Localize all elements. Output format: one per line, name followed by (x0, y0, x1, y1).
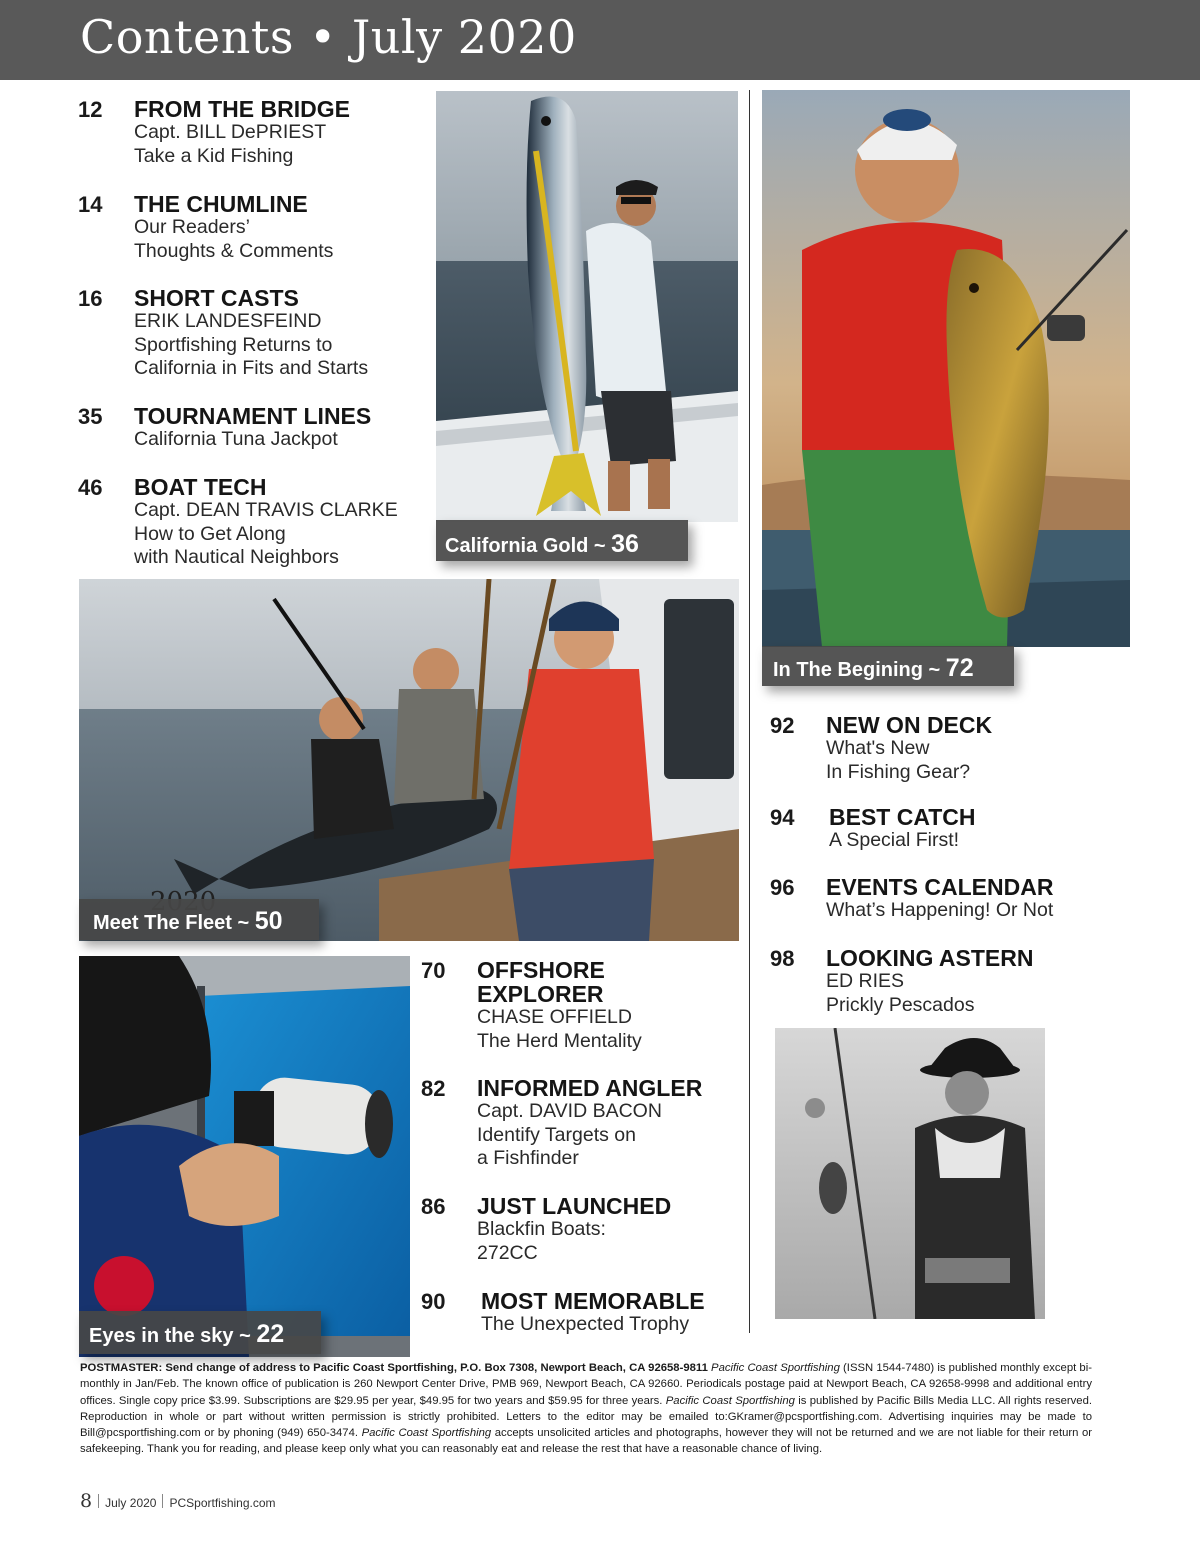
toc-section-title: OFFSHORE (477, 957, 605, 983)
toc-section-title: INFORMED ANGLER (477, 1075, 703, 1101)
toc-section-title: SHORT CASTS (134, 285, 299, 311)
toc-page-number: 35 (78, 404, 103, 429)
page-title: Contents • July 2020 (80, 10, 577, 64)
toc-line: In Fishing Gear? (826, 760, 971, 783)
toc-section-title: FROM THE BRIDGE (134, 96, 350, 122)
toc-page-number: 70 (421, 958, 446, 983)
toc-page-number: 12 (78, 97, 103, 122)
vintage-angler-photo-image (775, 1028, 1045, 1319)
toc-line: Blackfin Boats: (477, 1218, 606, 1240)
toc-line: Capt. DAVID BACON (477, 1100, 662, 1122)
photographer-photo-image (79, 956, 410, 1357)
toc-line: Sportfishing Returns to (134, 333, 333, 356)
toc-page-number: 94 (770, 805, 795, 830)
footer-separator (162, 1494, 163, 1508)
toc-page-number: 98 (770, 946, 795, 971)
caption-title: Eyes in the sky ~ (89, 1325, 257, 1347)
caption-title: Meet The Fleet ~ (93, 912, 255, 934)
column-divider (749, 90, 750, 1333)
caption-title: California Gold ~ (445, 535, 612, 557)
toc-line: Prickly Pescados (826, 993, 975, 1016)
postmaster-lead: POSTMASTER: Send change of address to Pacific Coast Sportfishing, P.O. Box 7308, Newport Beach, CA 92658-9811 (80, 1362, 708, 1374)
toc-line: with Nautical Neighbors (134, 546, 339, 568)
publication-name: Pacific Coast Sportfishing (361, 1427, 492, 1440)
toc-section-title: MOST MEMORABLE (481, 1288, 705, 1314)
toc-line: Identify Targets on (477, 1123, 636, 1146)
toc-line: California Tuna Jackpot (134, 428, 338, 450)
footer-issue: July 2020 (105, 1496, 157, 1510)
photo-in-the-begining[interactable] (762, 90, 1130, 647)
toc-line: CHASE OFFIELD (477, 1006, 632, 1028)
caption-page: 72 (945, 654, 974, 682)
toc-line: How to Get Along (134, 522, 286, 545)
toc-section-title: EVENTS CALENDAR (826, 874, 1054, 900)
photo-eyes-in-the-sky[interactable] (79, 956, 410, 1357)
toc-page-number: 90 (421, 1289, 446, 1314)
page-number: 8 (80, 1490, 93, 1512)
toc-line: Capt. DEAN TRAVIS CLARKE (134, 499, 398, 521)
postmaster-notice (80, 1360, 1092, 1458)
caption-california-gold[interactable] (436, 520, 688, 561)
toc-section-title: TOURNAMENT LINES (134, 403, 372, 429)
toc-line: Take a Kid Fishing (134, 144, 294, 167)
page-footer (80, 1490, 276, 1512)
toc-page-number: 46 (78, 475, 103, 500)
toc-page-number: 14 (78, 192, 103, 217)
postmaster-text: (ISSN 1544-7480) is published monthly except bi-monthly in Jan/Feb. The known office of publication is 260 Newport Center Drive, PMB 969, Newport Beach, CA 92660. Periodicals postage paid at Newport Beach, CA 92658-9998 and additional entry offices. Single copy price $3.99. Subscriptions are $29.95 per year, $49.95 for two years and $59.95 for three years. (80, 1362, 1092, 1407)
toc-line: California in Fits and Starts (134, 357, 369, 379)
toc-page-number: 92 (770, 713, 795, 738)
caption-page: 50 (254, 907, 283, 935)
toc-section-title: BOAT TECH (134, 474, 267, 500)
caption-meet-the-fleet[interactable] (79, 899, 319, 940)
toc-line: Capt. BILL DePRIEST (134, 121, 327, 143)
toc-line: A Special First! (829, 829, 960, 851)
toc-section-title: BEST CATCH (829, 804, 976, 830)
toc-section-title: LOOKING ASTERN (826, 945, 1034, 971)
toc-section-title: JUST LAUNCHED (477, 1193, 672, 1219)
toc-line: What’s Happening! Or Not (826, 899, 1054, 921)
caption-page: 22 (256, 1320, 285, 1348)
toc-line: Our Readers’ (134, 216, 250, 238)
toc-line: What's New (826, 737, 930, 759)
toc-line: ED RIES (826, 970, 905, 992)
caption-in-the-begining[interactable] (762, 646, 1014, 686)
postmaster-text: accepts unsolicited articles and photographs, however they will not be returned and we are not liable for their return or safekeeping. Thank you for reading, and please keep only what you can reasonably eat and release the rest that have a reasonable chance of living. (80, 1427, 1093, 1456)
toc-page-number: 96 (770, 875, 795, 900)
caption-page: 36 (611, 530, 639, 558)
photo-looking-astern[interactable] (775, 1028, 1045, 1319)
toc-line: 272CC (477, 1241, 538, 1264)
toc-section-title: NEW ON DECK (826, 712, 993, 738)
yellowtail-photo-image (436, 91, 738, 522)
publication-name: Pacific Coast Sportfishing (711, 1362, 840, 1374)
photo-california-gold[interactable] (436, 91, 738, 522)
toc-page-number: 86 (421, 1194, 446, 1219)
toc-line: Thoughts & Comments (134, 239, 334, 262)
toc-section-title: EXPLORER (477, 981, 604, 1007)
caption-title: In The Begining ~ (773, 659, 946, 681)
toc-page-number: 82 (421, 1076, 446, 1101)
footer-site[interactable]: PCSportfishing.com (169, 1496, 276, 1510)
page-header (0, 0, 1200, 80)
toc-section-title: THE CHUMLINE (134, 191, 308, 217)
toc-line: The Unexpected Trophy (481, 1313, 690, 1335)
caption-eyes-in-the-sky[interactable] (79, 1311, 321, 1354)
toc-line: a Fishfinder (477, 1147, 579, 1169)
publication-name: Pacific Coast Sportfishing (665, 1394, 795, 1407)
footer-separator (98, 1494, 99, 1508)
toc-page-number: 16 (78, 286, 103, 311)
giant-sea-bass-photo-image (762, 90, 1130, 647)
toc-line: The Herd Mentality (477, 1029, 642, 1052)
postmaster-text: is published by Pacific Bills Media LLC. All rights reserved. Reproduction in whole or part without written permission is strictly prohibited. Letters to the editor may be emailed to:GKramer@pcsportfishing.com. Advertising inquiries may be made to Bill@pcsportfishing.com or by phoning (949) 650-3474. (80, 1394, 1093, 1440)
toc-line: ERIK LANDESFEIND (134, 310, 322, 332)
